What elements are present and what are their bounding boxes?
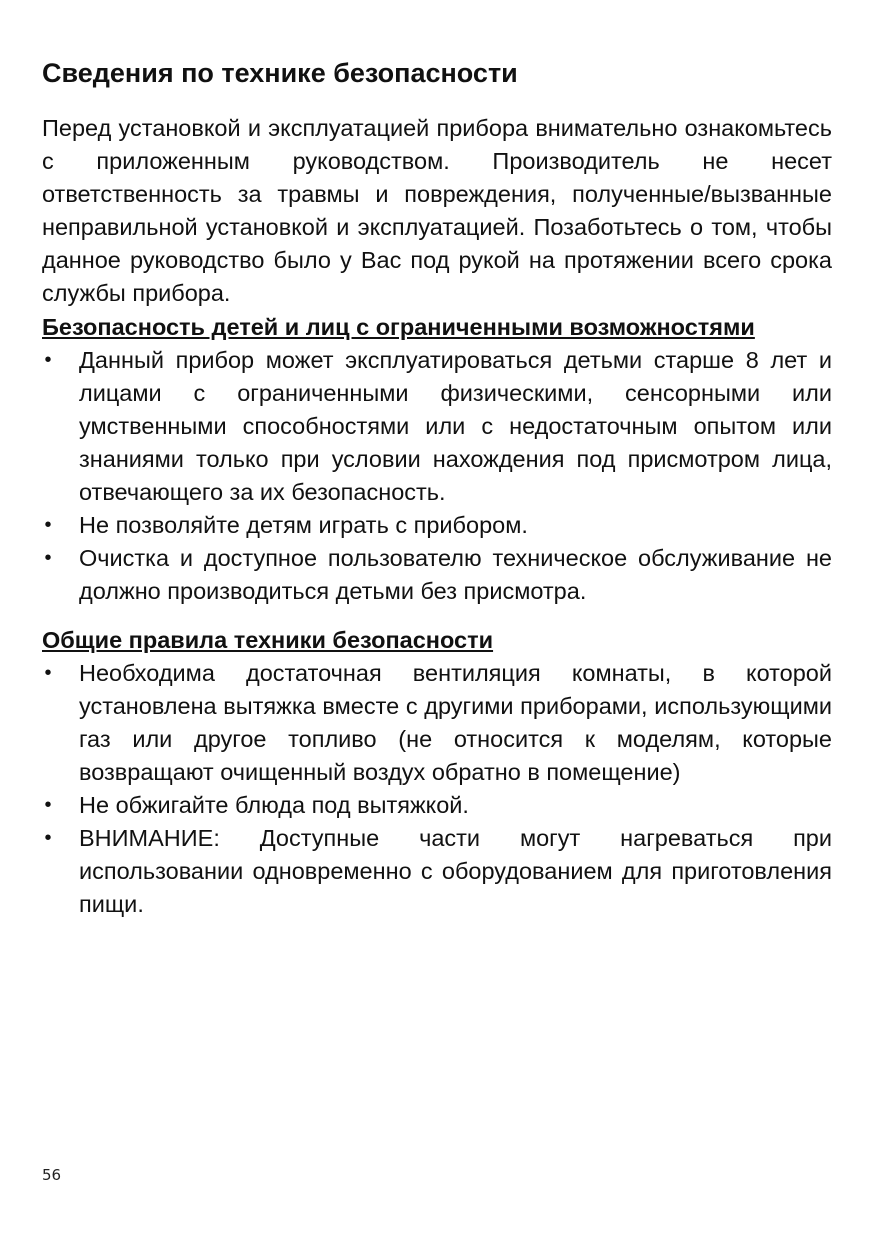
list-item-text: Очистка и доступное пользователю техническое обслуживание не должно производиться детьми без присмотра.	[79, 545, 832, 604]
list-item	[42, 789, 832, 822]
bullet-icon: •	[44, 547, 52, 569]
list-item	[42, 344, 832, 509]
page-number: 56	[42, 1166, 62, 1184]
list-item-text: Не позволяйте детям играть с прибором.	[79, 512, 528, 538]
bullet-icon: •	[44, 827, 52, 849]
list-item	[42, 657, 832, 789]
section-heading-children-safety: Безопасность детей и лиц с ограниченными возможностями	[42, 314, 755, 340]
list-item-text: Данный прибор может эксплуатироваться детьми старше 8 лет и лицами с ограниченными физическими, сенсорными или умственными способностями или с недостаточным опытом или знаниями только при условии нахождения под присмотром лица, отвечающего за их безопасность.	[79, 347, 832, 505]
section-heading-general-safety: Общие правила техники безопасности	[42, 627, 494, 653]
list-item-text: Не обжигайте блюда под вытяжкой.	[79, 792, 469, 818]
list-item-text: ВНИМАНИЕ: Доступные части могут нагреваться при использовании одновременно с оборудованием для приготовления пищи.	[79, 825, 832, 917]
page-title: Сведения по технике безопасности	[42, 58, 518, 88]
list-item	[42, 509, 832, 542]
document-page	[42, 56, 832, 921]
bullet-icon: •	[44, 794, 52, 816]
intro-paragraph: Перед установкой и эксплуатацией прибора внимательно ознакомьтесь с приложенным руководством. Производитель не несет ответственность за травмы и повреждения, полученные/вызванные неправильной установкой и эксплуатацией. Позаботьтесь о том, чтобы данное руководство было у Вас под рукой на протяжении всего срока службы прибора.	[42, 115, 832, 306]
list-item-text: Необходима достаточная вентиляция комнаты, в которой установлена вытяжка вместе с другими приборами, использующими газ или другое топливо (не относится к моделям, которые возвращают очищенный воздух обратно в помещение)	[79, 660, 832, 785]
list-item	[42, 542, 832, 608]
bullet-icon: •	[44, 349, 52, 371]
bullet-icon: •	[44, 514, 52, 536]
children-safety-list	[42, 344, 832, 608]
list-item	[42, 822, 832, 921]
bullet-icon: •	[44, 662, 52, 684]
general-safety-list	[42, 657, 832, 921]
